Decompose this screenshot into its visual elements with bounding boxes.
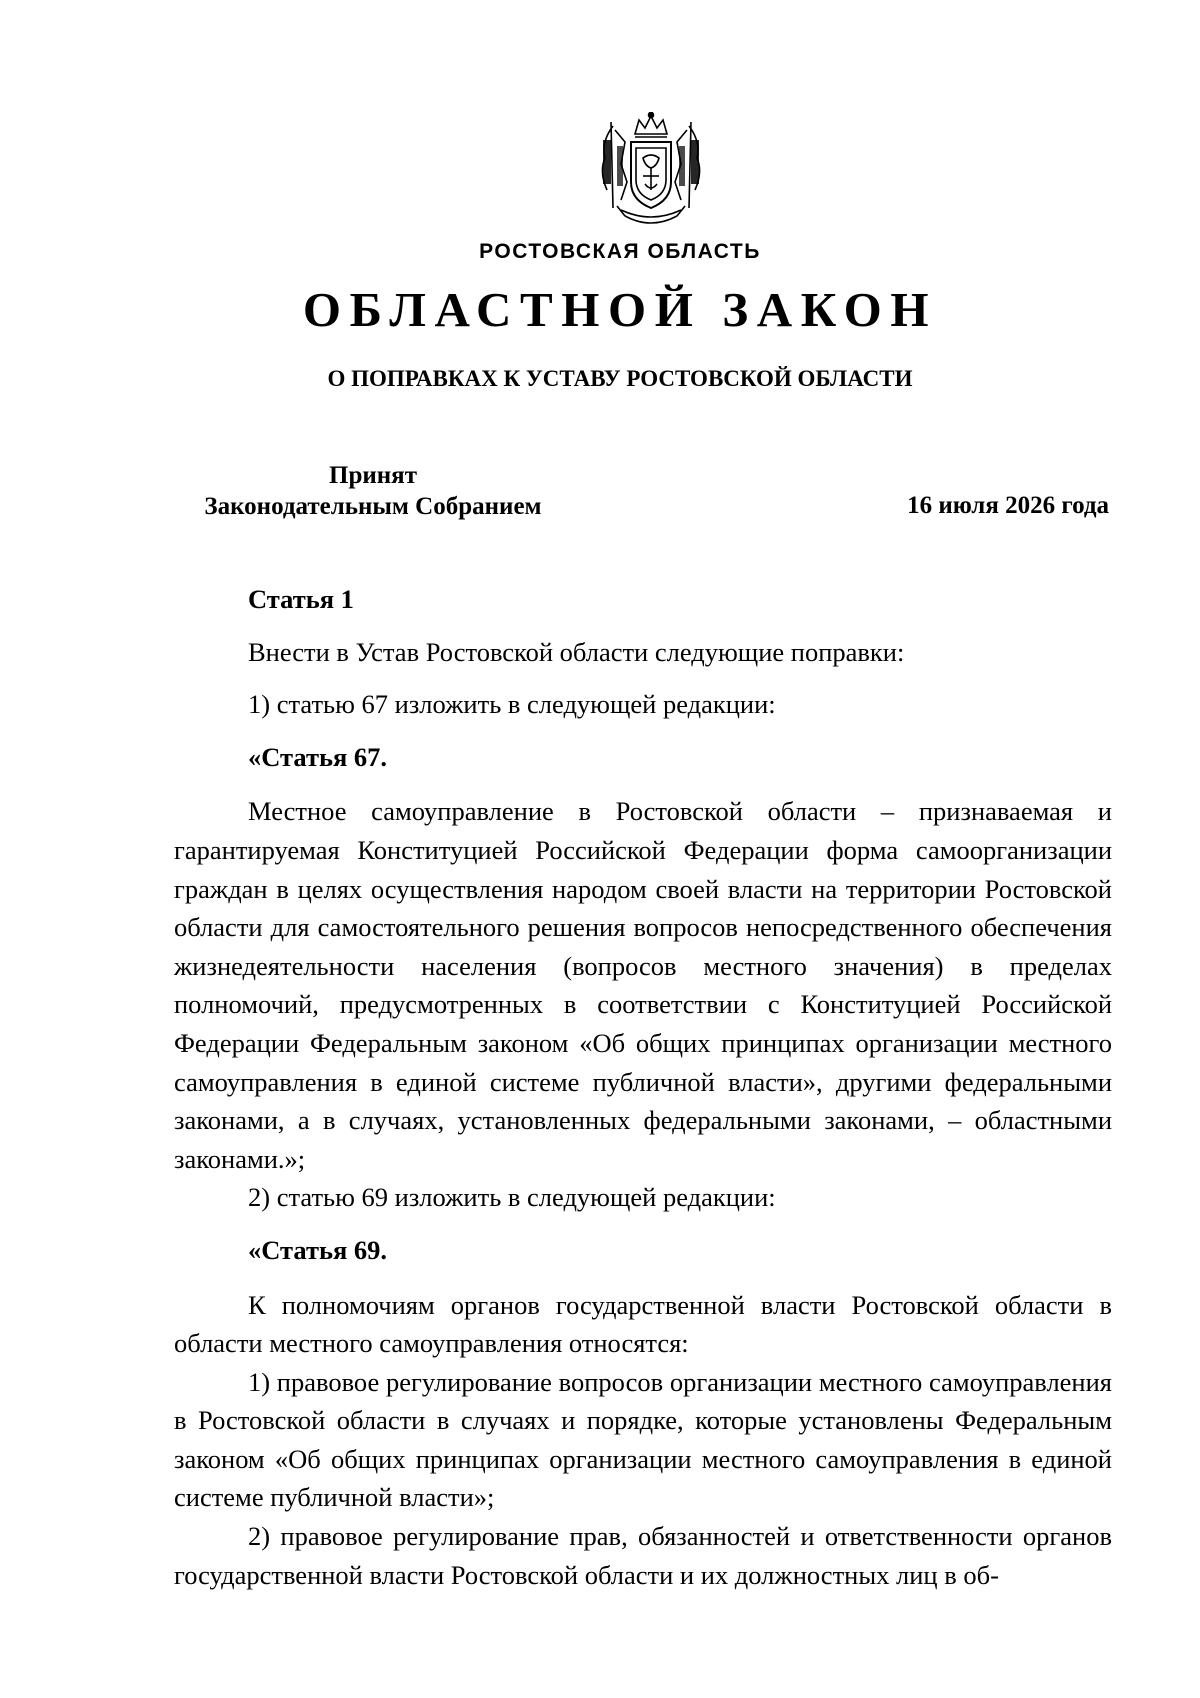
article-69-point-1: 1) правовое регулирование вопросов организации местного самоуправления в Ростовской области в случаях и порядке, которые установлены Федеральным законом «Об общих принципах организации местного самоуправления в единой системе публичной власти»;	[174, 1366, 1112, 1513]
amendment-item-1: 1) статью 67 изложить в следующей редакции:	[248, 689, 776, 720]
document-title: О ПОПРАВКАХ К УСТАВУ РОСТОВСКОЙ ОБЛАСТИ	[327, 366, 913, 391]
document-type: ОБЛАСТНОЙ ЗАКОН	[302, 282, 938, 337]
adoption-line-1: Принят	[329, 462, 417, 489]
adoption-line-2: Законодательным Собранием	[204, 493, 542, 520]
region-name: РОСТОВСКАЯ ОБЛАСТЬ	[479, 240, 761, 263]
amendment-item-2: 2) статью 69 изложить в следующей редакции:	[248, 1182, 776, 1213]
article-69-point-2: 2) правовое регулирование прав, обязанностей и ответственности органов государственной власти Ростовской области и их должностных лиц в об-	[174, 1521, 1112, 1590]
article-69-heading: «Статья 69.	[248, 1234, 388, 1265]
document-body	[174, 580, 1112, 1594]
adoption-block	[178, 460, 568, 522]
article-1-intro: Внести в Устав Ростовской области следующие поправки:	[248, 636, 905, 667]
article-1-heading: Статья 1	[248, 584, 354, 614]
article-67-heading: «Статья 67.	[248, 741, 388, 772]
coat-of-arms-icon	[591, 112, 711, 230]
article-67-text: Местное самоуправление в Ростовской области – признаваемая и гарантируемая Конституцией Российской Федерации форма самоорганизации граждан в целях осуществления народом своей власти на территории Ростовской области для самостоятельного решения вопросов непосредственного обеспечения жизнедеятельности населения (вопросов местного значения) в пределах полномочий, предусмотренных в соответствии с Конституцией Российской Федерации Федеральным законом «Об общих принципах организации местного самоуправления в единой системе публичной власти», другими федеральными законами, а в случаях, установленных федеральными законами, – областными законами.»;	[174, 796, 1112, 1174]
article-69-intro: К полномочиям органов государственной власти Ростовской области в области местного самоуправления относятся:	[174, 1289, 1112, 1359]
adoption-date: 16 июля 2026 года	[907, 492, 1109, 519]
